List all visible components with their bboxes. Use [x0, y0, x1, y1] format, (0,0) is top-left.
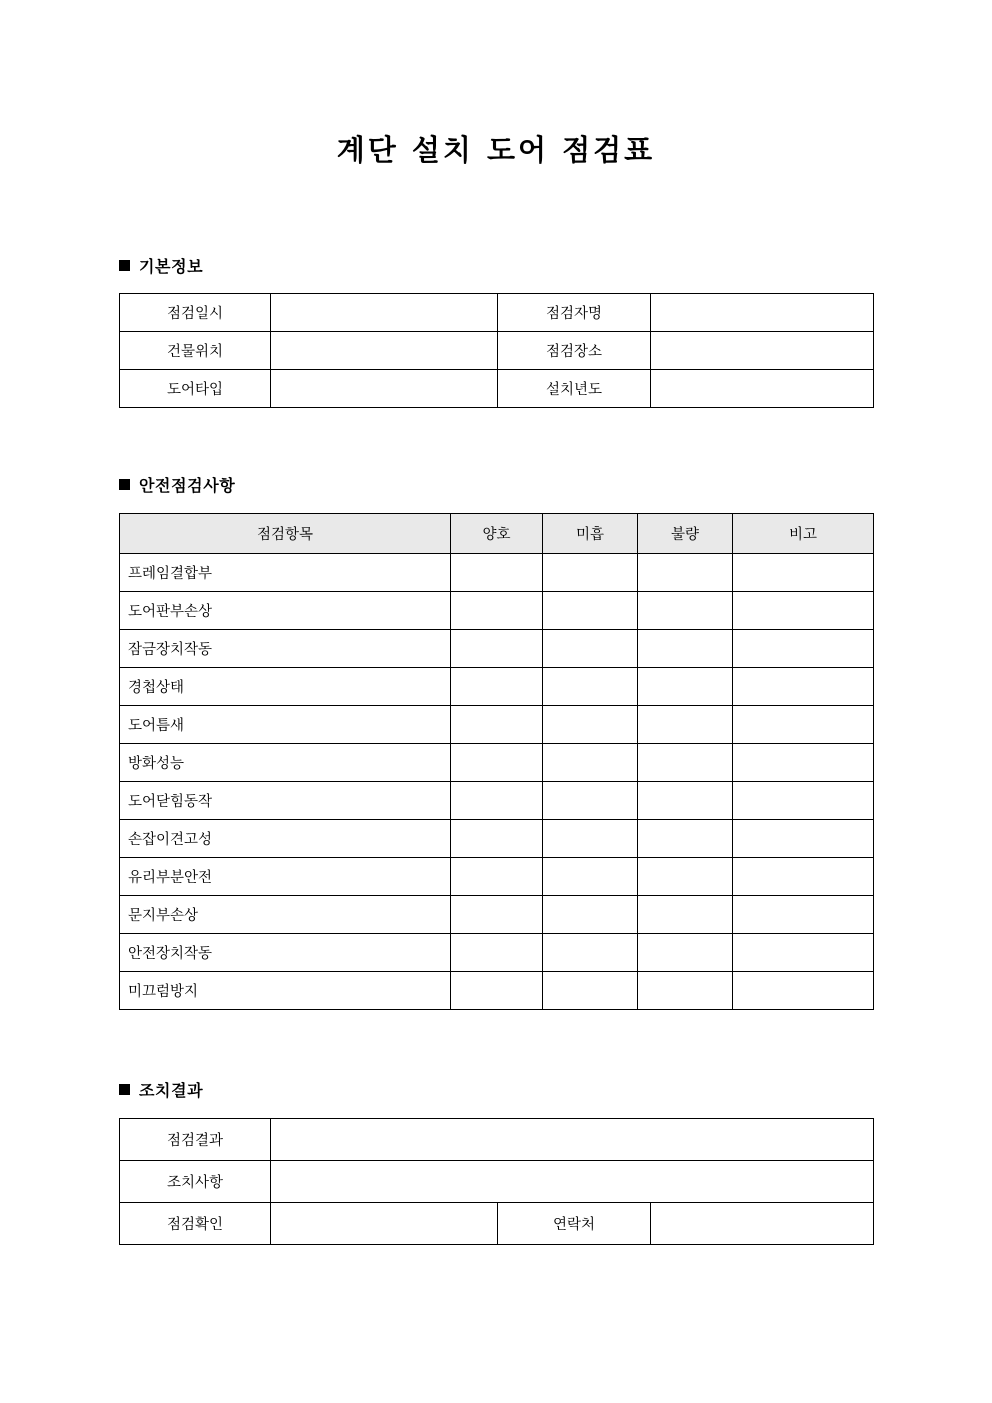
- section-title-basic-info: 기본정보: [139, 257, 204, 277]
- check-cell-fair[interactable]: [543, 934, 638, 972]
- table-row: [120, 858, 874, 896]
- check-cell-good[interactable]: [451, 554, 543, 592]
- check-cell-good[interactable]: [451, 934, 543, 972]
- result-value-confirmation[interactable]: [271, 1203, 498, 1245]
- square-bullet-icon: [119, 479, 130, 490]
- check-cell-fair[interactable]: [543, 706, 638, 744]
- check-cell-good[interactable]: [451, 896, 543, 934]
- basic-value-inspector-name[interactable]: [651, 294, 874, 332]
- table-row: [120, 332, 874, 370]
- table-row: [120, 668, 874, 706]
- page-title: 계단 설치 도어 점검표: [336, 133, 656, 167]
- check-cell-good[interactable]: [451, 820, 543, 858]
- check-cell-fair[interactable]: [543, 744, 638, 782]
- basic-label-inspection-datetime: 점검일시: [120, 294, 271, 332]
- check-cell-bad[interactable]: [638, 668, 733, 706]
- table-row: [120, 744, 874, 782]
- table-header-row: [120, 514, 874, 554]
- table-row: [120, 554, 874, 592]
- check-item-label: 도어판부손상: [120, 592, 451, 630]
- check-item-label: 손잡이견고성: [120, 820, 451, 858]
- check-cell-remark[interactable]: [733, 630, 874, 668]
- result-value-inspection-result[interactable]: [271, 1119, 874, 1161]
- section-header-action-result: [0, 1078, 992, 1101]
- basic-value-inspection-place[interactable]: [651, 332, 874, 370]
- section-title-action-result: 조치결과: [139, 1081, 204, 1101]
- basic-value-door-type[interactable]: [271, 370, 498, 408]
- check-item-label: 방화성능: [120, 744, 451, 782]
- check-cell-remark[interactable]: [733, 554, 874, 592]
- table-row: [120, 592, 874, 630]
- table-row: [120, 1161, 874, 1203]
- check-cell-good[interactable]: [451, 668, 543, 706]
- check-cell-fair[interactable]: [543, 972, 638, 1010]
- check-cell-good[interactable]: [451, 972, 543, 1010]
- check-cell-bad[interactable]: [638, 630, 733, 668]
- result-label-action-taken: 조치사항: [120, 1161, 271, 1203]
- column-header-fair: 미흡: [543, 514, 638, 554]
- check-cell-remark[interactable]: [733, 896, 874, 934]
- table-row: [120, 820, 874, 858]
- square-bullet-icon: [119, 1084, 130, 1095]
- check-cell-fair[interactable]: [543, 554, 638, 592]
- check-cell-remark[interactable]: [733, 592, 874, 630]
- check-cell-remark[interactable]: [733, 782, 874, 820]
- check-cell-bad[interactable]: [638, 706, 733, 744]
- check-item-label: 경첩상태: [120, 668, 451, 706]
- table-row: [120, 1203, 874, 1245]
- basic-value-install-year[interactable]: [651, 370, 874, 408]
- section-header-basic-info: [0, 254, 992, 277]
- basic-value-building-location[interactable]: [271, 332, 498, 370]
- check-cell-bad[interactable]: [638, 896, 733, 934]
- check-item-label: 미끄럼방지: [120, 972, 451, 1010]
- section-header-safety-check: [0, 473, 992, 496]
- safety-checklist-table: [119, 513, 874, 1010]
- check-cell-remark[interactable]: [733, 820, 874, 858]
- check-cell-fair[interactable]: [543, 592, 638, 630]
- action-result-table: [119, 1118, 874, 1245]
- table-row: [120, 1119, 874, 1161]
- check-cell-fair[interactable]: [543, 858, 638, 896]
- check-cell-remark[interactable]: [733, 934, 874, 972]
- check-cell-bad[interactable]: [638, 782, 733, 820]
- check-cell-bad[interactable]: [638, 744, 733, 782]
- check-cell-bad[interactable]: [638, 592, 733, 630]
- check-cell-remark[interactable]: [733, 744, 874, 782]
- check-cell-good[interactable]: [451, 706, 543, 744]
- check-cell-good[interactable]: [451, 592, 543, 630]
- check-cell-bad[interactable]: [638, 820, 733, 858]
- basic-label-door-type: 도어타입: [120, 370, 271, 408]
- basic-label-inspection-place: 점검장소: [498, 332, 651, 370]
- basic-label-building-location: 건물위치: [120, 332, 271, 370]
- column-header-item: 점검항목: [120, 514, 451, 554]
- table-row: [120, 896, 874, 934]
- table-row: [120, 630, 874, 668]
- result-label-contact: 연락처: [498, 1203, 651, 1245]
- check-cell-remark[interactable]: [733, 706, 874, 744]
- table-row: [120, 706, 874, 744]
- check-item-label: 도어틈새: [120, 706, 451, 744]
- check-cell-fair[interactable]: [543, 630, 638, 668]
- section-title-safety-check: 안전점검사항: [139, 476, 236, 496]
- check-cell-remark[interactable]: [733, 668, 874, 706]
- basic-value-inspection-datetime[interactable]: [271, 294, 498, 332]
- table-row: [120, 294, 874, 332]
- check-cell-remark[interactable]: [733, 858, 874, 896]
- check-item-label: 유리부분안전: [120, 858, 451, 896]
- square-bullet-icon: [119, 260, 130, 271]
- check-cell-bad[interactable]: [638, 972, 733, 1010]
- check-item-label: 프레임결합부: [120, 554, 451, 592]
- table-row: [120, 782, 874, 820]
- result-label-inspection-result: 점검결과: [120, 1119, 271, 1161]
- check-item-label: 안전장치작동: [120, 934, 451, 972]
- check-cell-bad[interactable]: [638, 934, 733, 972]
- table-row: [120, 934, 874, 972]
- column-header-bad: 불량: [638, 514, 733, 554]
- check-cell-bad[interactable]: [638, 554, 733, 592]
- table-row: [120, 972, 874, 1010]
- basic-label-install-year: 설치년도: [498, 370, 651, 408]
- check-cell-good[interactable]: [451, 782, 543, 820]
- check-item-label: 도어닫힘동작: [120, 782, 451, 820]
- table-row: [120, 370, 874, 408]
- check-item-label: 잠금장치작동: [120, 630, 451, 668]
- check-cell-good[interactable]: [451, 744, 543, 782]
- check-cell-fair[interactable]: [543, 820, 638, 858]
- check-cell-fair[interactable]: [543, 668, 638, 706]
- check-cell-fair[interactable]: [543, 896, 638, 934]
- check-item-label: 문지부손상: [120, 896, 451, 934]
- basic-label-inspector-name: 점검자명: [498, 294, 651, 332]
- check-cell-fair[interactable]: [543, 782, 638, 820]
- result-value-action-taken[interactable]: [271, 1161, 874, 1203]
- check-cell-bad[interactable]: [638, 858, 733, 896]
- check-cell-remark[interactable]: [733, 972, 874, 1010]
- column-header-remark: 비고: [733, 514, 874, 554]
- basic-info-table: [119, 293, 874, 408]
- check-cell-good[interactable]: [451, 630, 543, 668]
- column-header-good: 양호: [451, 514, 543, 554]
- result-value-contact[interactable]: [651, 1203, 874, 1245]
- check-cell-good[interactable]: [451, 858, 543, 896]
- result-label-confirmation: 점검확인: [120, 1203, 271, 1245]
